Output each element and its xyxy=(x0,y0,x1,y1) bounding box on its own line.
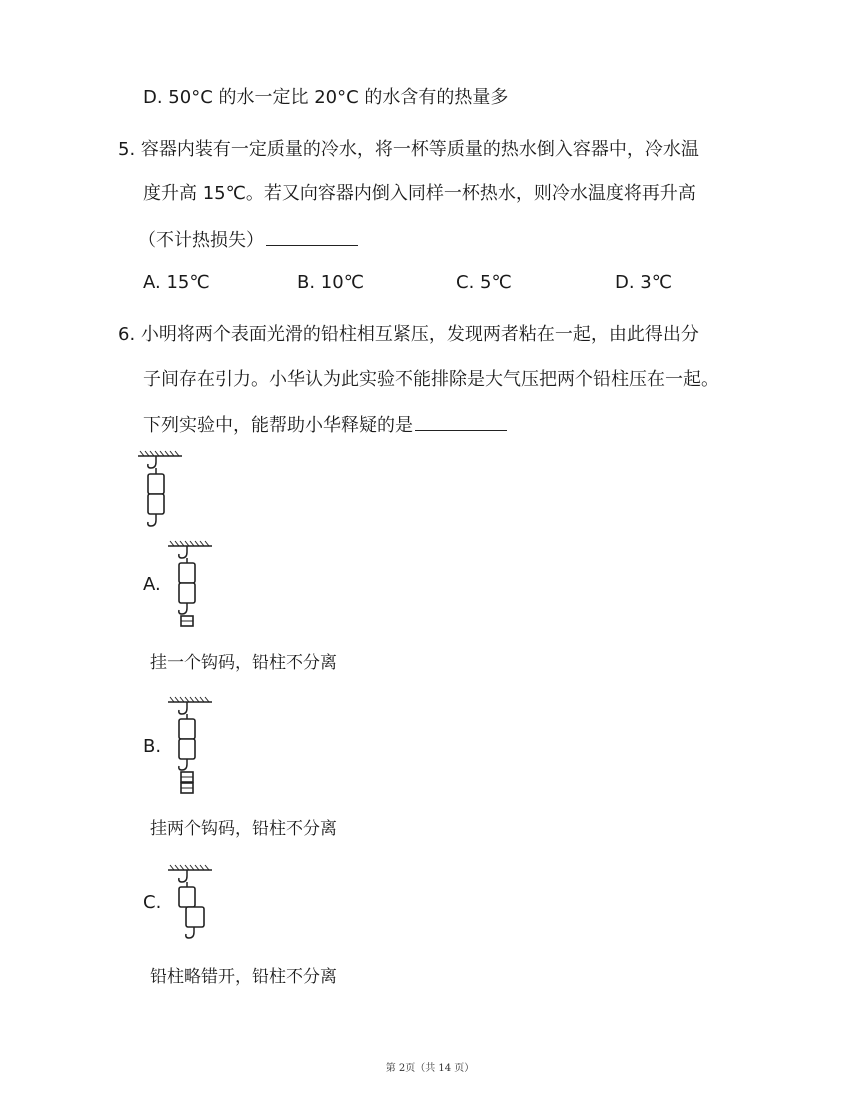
q6-option-a-letter: A. xyxy=(143,574,161,595)
q5-option-b: B. 10℃ xyxy=(297,272,364,293)
figure-b-two-hook-weights xyxy=(166,696,216,798)
q6-option-c-caption: 铅柱略错开，铅柱不分离 xyxy=(150,967,337,987)
page-footer: 第 2页（共 14 页） xyxy=(385,1063,475,1074)
q6-line-3 xyxy=(143,412,507,438)
figure-c-offset-cylinders xyxy=(166,864,222,946)
q6-option-c-letter: C. xyxy=(143,892,162,913)
q6-line-1: 6. 小明将两个表面光滑的铅柱相互紧压，发现两者粘在一起，由此得出分 xyxy=(118,324,699,345)
q5-option-d: D. 3℃ xyxy=(615,272,672,293)
q6-option-b-caption: 挂两个钩码，铅柱不分离 xyxy=(150,819,337,839)
q5-line-3 xyxy=(138,227,358,253)
q6-stem: 下列实验中，能帮助小华释疑的是 xyxy=(143,415,413,436)
q6-line-2: 子间存在引力。小华认为此实验不能排除是大气压把两个铅柱压在一起。 xyxy=(143,369,719,390)
q5-line-2: 度升高 15℃。若又向容器内倒入同样一杯热水，则冷水温度将再升高 xyxy=(143,183,696,204)
q5-option-a: A. 15℃ xyxy=(143,272,210,293)
q6-option-a-caption: 挂一个钩码，铅柱不分离 xyxy=(150,653,337,673)
option-d-previous: D. 50°C 的水一定比 20°C 的水含有的热量多 xyxy=(143,87,509,108)
q6-answer-blank[interactable] xyxy=(415,412,507,431)
lead-cylinders-figure xyxy=(134,450,186,530)
q5-answer-blank[interactable] xyxy=(266,227,358,246)
q6-option-b-letter: B. xyxy=(143,736,162,757)
q5-line-1: 5. 容器内装有一定质量的冷水，将一杯等质量的热水倒入容器中，冷水温 xyxy=(118,139,699,160)
q5-option-c: C. 5℃ xyxy=(456,272,512,293)
figure-a-one-hook-weight xyxy=(166,540,216,632)
q5-note: （不计热损失） xyxy=(138,230,264,251)
